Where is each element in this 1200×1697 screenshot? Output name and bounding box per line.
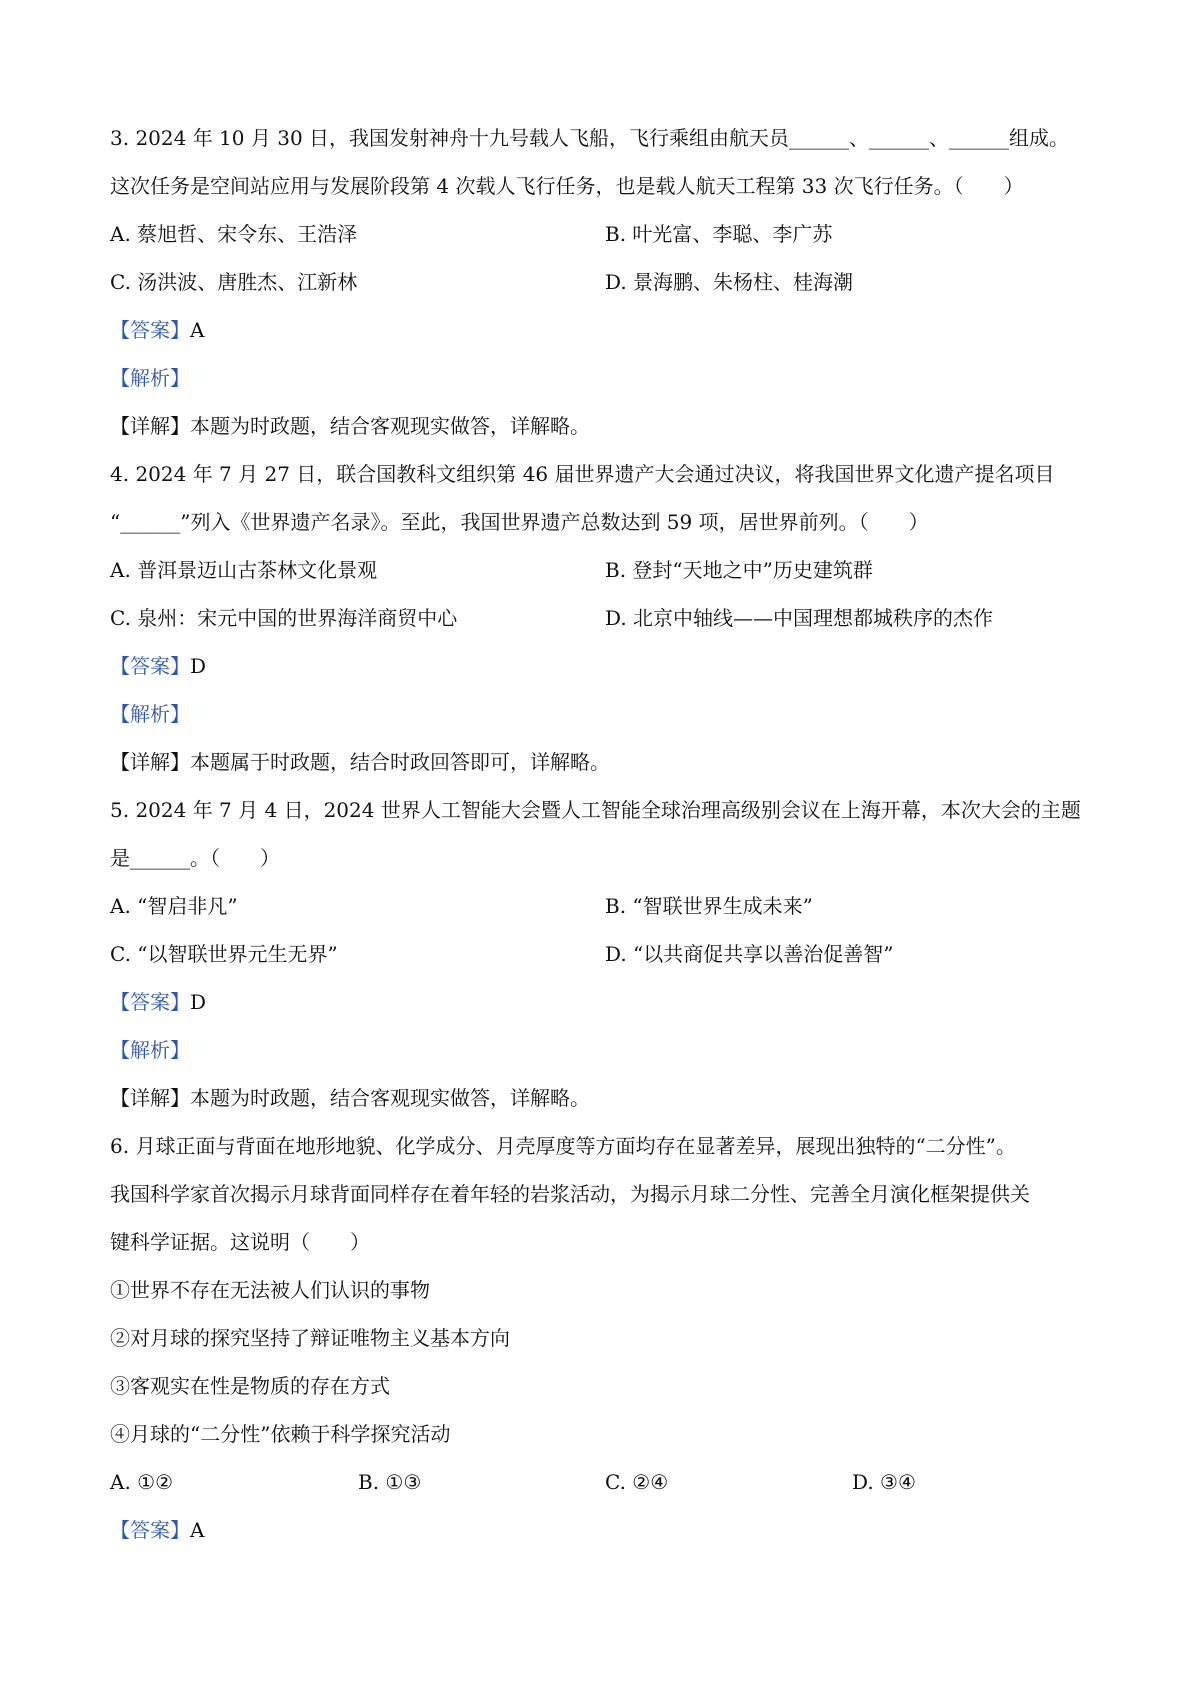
answer-tag: 【答案】 (110, 990, 190, 1014)
statement-3: ③客观实在性是物质的存在方式 (110, 1374, 390, 1398)
option-d: D. “以共商促共享以善治促善智” (605, 942, 894, 966)
question-stem-line: 4. 2024 年 7 月 27 日，联合国教科文组织第 46 届世界遗产大会通过决议，将我国世界文化遗产提名项目 (110, 462, 1055, 486)
question-4 (110, 450, 1100, 786)
option-b: B. 叶光富、李聪、李广苏 (605, 222, 833, 246)
option-row (110, 930, 1100, 978)
detail-text: 本题为时政题，结合客观现实做答，详解略。 (190, 1086, 590, 1110)
answer-value: D (190, 990, 207, 1014)
answer-value: A (190, 1518, 205, 1542)
analysis-tag: 【解析】 (110, 1038, 190, 1062)
question-3 (110, 114, 1100, 450)
option-a: A. 蔡旭哲、宋令东、王浩泽 (110, 222, 358, 246)
analysis-line (110, 354, 1100, 402)
option-row (110, 594, 1100, 642)
detail-line (110, 1074, 1100, 1122)
option-row (110, 258, 1100, 306)
option-b: B. “智联世界生成未来” (605, 894, 813, 918)
analysis-tag: 【解析】 (110, 366, 190, 390)
statement-4: ④月球的“二分性”依赖于科学探究活动 (110, 1422, 451, 1446)
analysis-line (110, 1026, 1100, 1074)
option-c: C. ②④ (605, 1470, 669, 1494)
option-b: B. 登封“天地之中”历史建筑群 (605, 558, 873, 582)
option-row (110, 1458, 1100, 1506)
answer-line (110, 642, 1100, 690)
detail-text: 本题为时政题，结合客观现实做答，详解略。 (190, 414, 590, 438)
statement-2: ②对月球的探究坚持了辩证唯物主义基本方向 (110, 1326, 510, 1350)
question-stem-line: 这次任务是空间站应用与发展阶段第 4 次载人飞行任务，也是载人航天工程第 33 次飞行任务。（ ） (110, 174, 1024, 198)
question-6 (110, 1122, 1100, 1554)
option-a: A. ①② (110, 1470, 174, 1494)
option-d: D. 景海鹏、朱杨柱、桂海潮 (605, 270, 854, 294)
detail-tag: 【详解】 (110, 1086, 190, 1110)
answer-tag: 【答案】 (110, 654, 190, 678)
question-stem-line: 3. 2024 年 10 月 30 日，我国发射神舟十九号载人飞船，飞行乘组由航天员______、______、______组成。 (110, 126, 1070, 150)
option-a: A. “智启非凡” (110, 894, 238, 918)
option-c: C. 泉州：宋元中国的世界海洋商贸中心 (110, 606, 458, 630)
answer-tag: 【答案】 (110, 318, 190, 342)
question-stem-line: 6. 月球正面与背面在地形地貌、化学成分、月壳厚度等方面均存在显著差异，展现出独特的“二分性”。 (110, 1134, 1016, 1158)
option-row (110, 882, 1100, 930)
question-stem-line: 是______。（ ） (110, 846, 280, 870)
answer-line (110, 978, 1100, 1026)
question-stem-line: 我国科学家首次揭示月球背面同样存在着年轻的岩浆活动，为揭示月球二分性、完善全月演化框架提供关 (110, 1182, 1030, 1206)
answer-line (110, 1506, 1100, 1554)
detail-tag: 【详解】 (110, 750, 190, 774)
option-d: D. 北京中轴线——中国理想都城秩序的杰作 (605, 606, 994, 630)
question-stem-line: 键科学证据。这说明（ ） (110, 1230, 370, 1254)
detail-line (110, 738, 1100, 786)
detail-line (110, 402, 1100, 450)
answer-value: D (190, 654, 207, 678)
answer-tag: 【答案】 (110, 1518, 190, 1542)
option-row (110, 546, 1100, 594)
option-c: C. “以智联世界元生无界” (110, 942, 338, 966)
option-a: A. 普洱景迈山古茶林文化景观 (110, 558, 378, 582)
answer-value: A (190, 318, 205, 342)
detail-tag: 【详解】 (110, 414, 190, 438)
analysis-tag: 【解析】 (110, 702, 190, 726)
question-stem-line: 5. 2024 年 7 月 4 日，2024 世界人工智能大会暨人工智能全球治理高级别会议在上海开幕，本次大会的主题 (110, 798, 1081, 822)
question-stem-line: “______”列入《世界遗产名录》。至此，我国世界遗产总数达到 59 项，居世界前列。（ ） (110, 510, 929, 534)
answer-line (110, 306, 1100, 354)
question-content (110, 114, 1100, 1554)
option-c: C. 汤洪波、唐胜杰、江新林 (110, 270, 358, 294)
option-b: B. ①③ (358, 1470, 422, 1494)
question-5 (110, 786, 1100, 1122)
detail-text: 本题属于时政题，结合时政回答即可，详解略。 (190, 750, 610, 774)
option-d: D. ③④ (852, 1470, 916, 1494)
analysis-line (110, 690, 1100, 738)
option-row (110, 210, 1100, 258)
statement-1: ①世界不存在无法被人们认识的事物 (110, 1278, 430, 1302)
